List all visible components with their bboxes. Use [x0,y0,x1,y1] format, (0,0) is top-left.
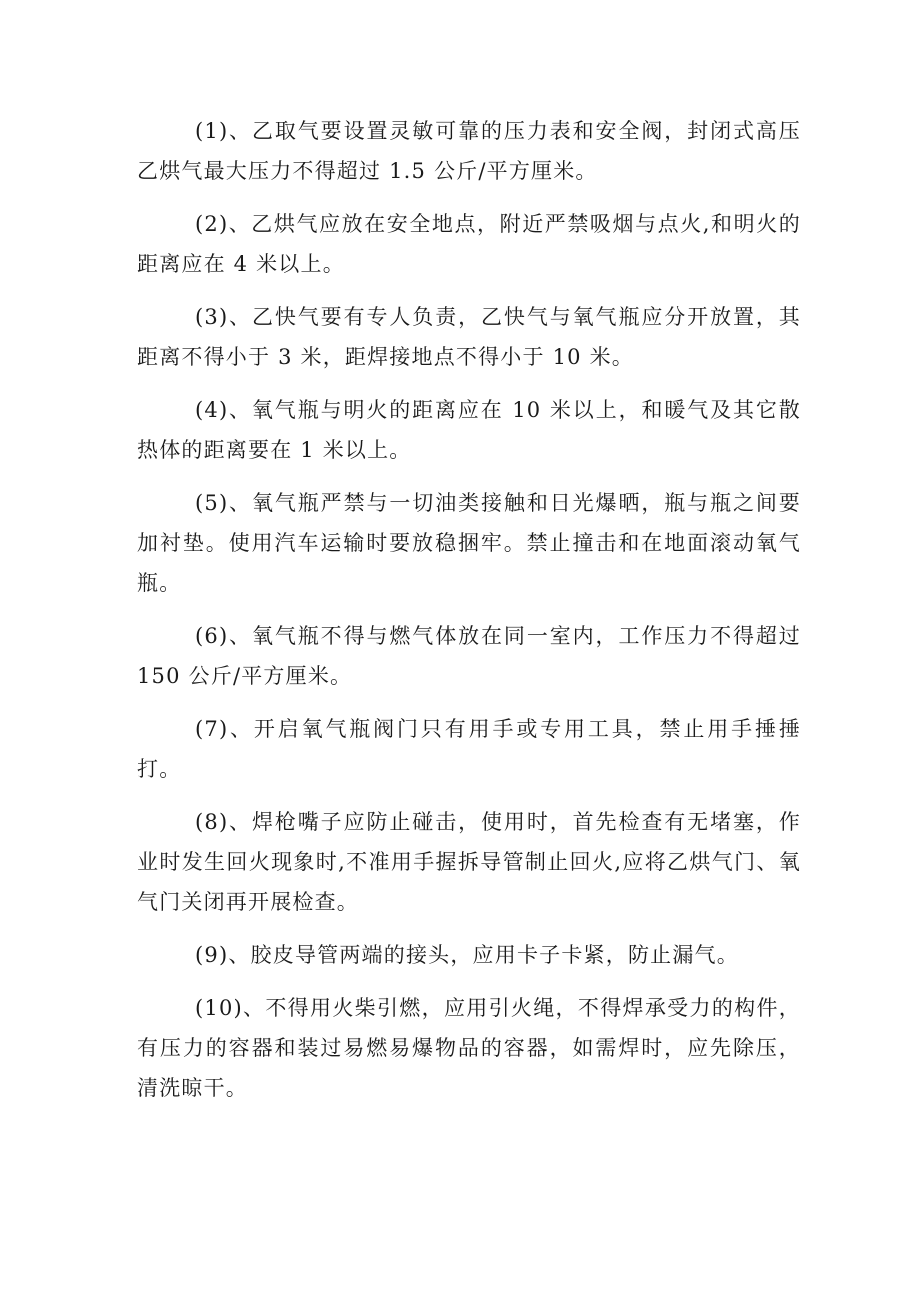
paragraph-1: (1)、乙取气要设置灵敏可靠的压力表和安全阀，封闭式高压乙烘气最大压力不得超过 1.5 公斤/平方厘米。 [137,119,801,183]
paragraph-7: (7)、开启氧气瓶阀门只有用手或专用工具，禁止用手捶捶打。 [137,717,801,781]
paragraph-4: (4)、氧气瓶与明火的距离应在 10 米以上，和暖气及其它散热体的距离要在 1 米以上。 [137,398,801,462]
document-body [137,111,801,1121]
paragraph-10: (10)、不得用火柴引燃，应用引火绳，不得焊承受力的构件，有压力的容器和装过易燃易爆物品的容器，如需焊时，应先除压，清洗晾干。 [137,996,801,1100]
paragraph-3: (3)、乙快气要有专人负责，乙快气与氧气瓶应分开放置，其距离不得小于 3 米，距焊接地点不得小于 10 米。 [137,305,801,369]
paragraph-2: (2)、乙烘气应放在安全地点，附近严禁吸烟与点火,和明火的距离应在 4 米以上。 [137,212,801,276]
paragraph-8: (8)、焊枪嘴子应防止碰击，使用时，首先检查有无堵塞，作业时发生回火现象时,不准用手握拆导管制止回火,应将乙烘气门、氧气门关闭再开展检查。 [137,810,801,914]
paragraph-9: (9)、胶皮导管两端的接头，应用卡子卡紧，防止漏气。 [195,943,739,967]
paragraph-5: (5)、氧气瓶严禁与一切油类接触和日光爆晒，瓶与瓶之间要加衬垫。使用汽车运输时要放稳捆牢。禁止撞击和在地面滚动氧气瓶。 [137,491,801,595]
paragraph-6: (6)、氧气瓶不得与燃气体放在同一室内，工作压力不得超过 150 公斤/平方厘米。 [137,624,801,688]
